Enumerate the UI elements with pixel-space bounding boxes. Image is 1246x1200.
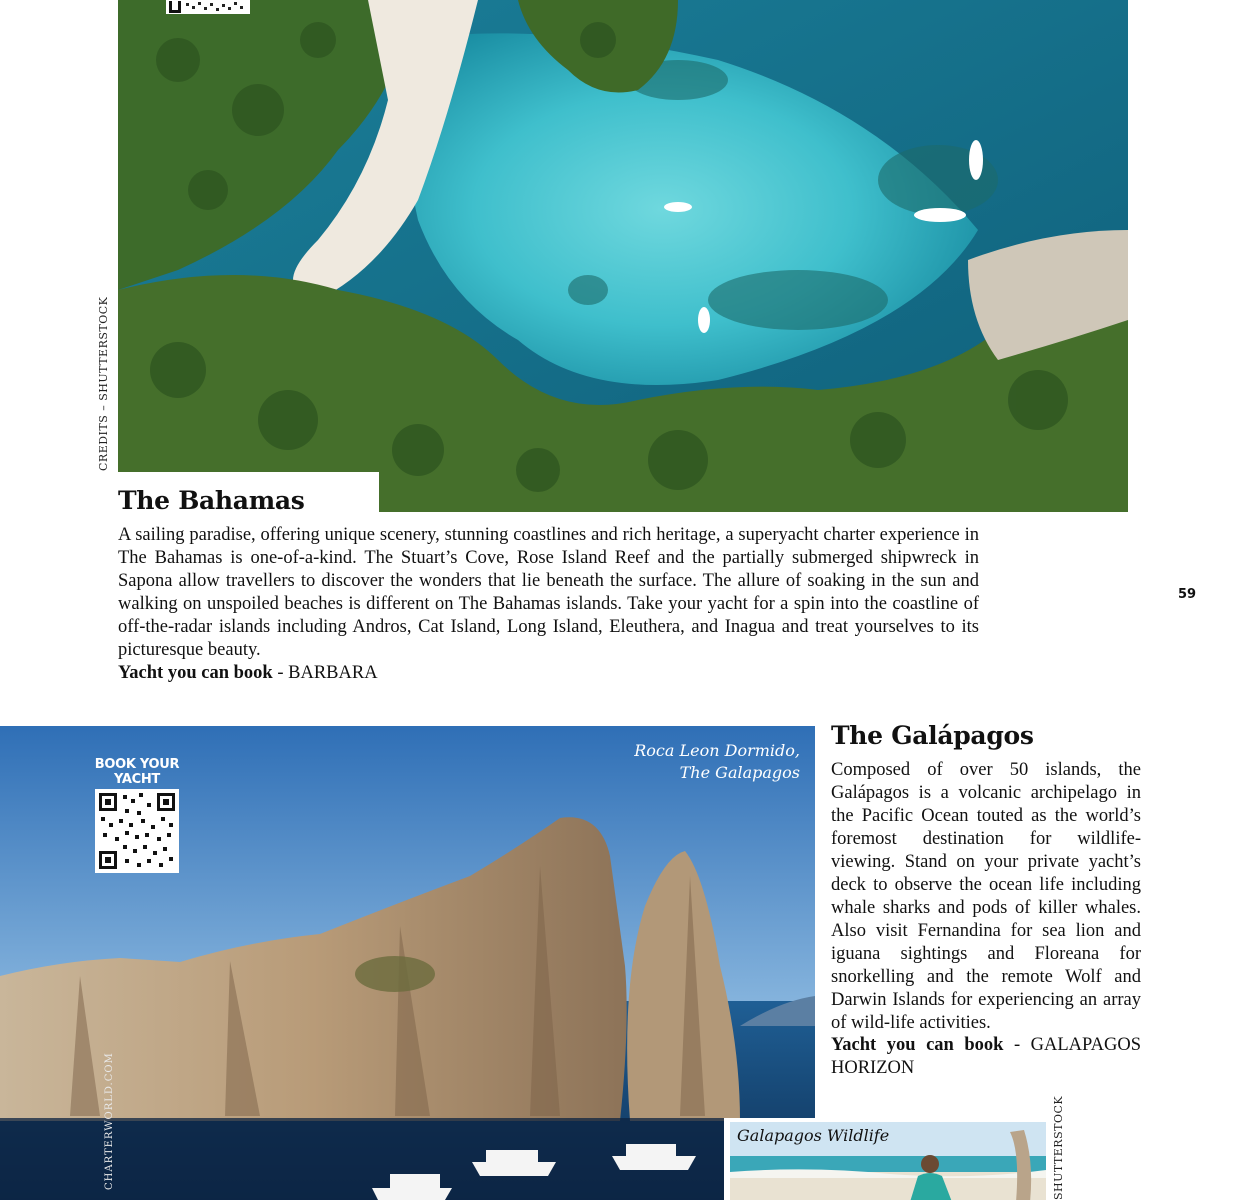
- bahamas-yacht-name[interactable]: - BARBARA: [272, 663, 378, 683]
- wildlife-photo-credit: SHUTTERSTOCK: [1052, 1095, 1065, 1200]
- bahamas-yacht-line: [118, 662, 718, 685]
- bahamas-yacht-label: Yacht you can book: [118, 663, 273, 683]
- bahamas-body-text: A sailing paradise, offering unique scenery, stunning coastlines and rich heritage, a superyacht charter experience in The Bahamas is one-of-a-kind. The Stuart’s Cove, Rose Island Reef and the partially submerged shipwreck in Sapona allow travellers to discover the wonders that lie beneath the surface. The allure of soaking in the sun and walking on unspoiled beaches is different on The Bahamas islands. Take your yacht for a spin into the coastline of off-the-radar islands including Andros, Cat Island, Long Island, Eleuthera, and Inagua and treat yourselves to its picturesque beauty.: [118, 525, 979, 660]
- galapagos-yacht-label: Yacht you can book: [831, 1035, 1004, 1055]
- book-your-yacht-label: BOOK YOUR YACHT: [94, 757, 180, 787]
- galapagos-caption-line1: Roca Leon Dormido,: [634, 741, 800, 760]
- galapagos-yacht-line: [831, 1034, 1141, 1080]
- galapagos-body-text: Composed of over 50 islands, the Galápagos is a volcanic archipelago in the Pacific Ocean touted as the world’s foremost destination for wildlife-viewing. Stand on your private yacht’s deck to observe the ocean life including whale sharks and pods of killer whales. Also visit Fernandina for sea lion and iguana sightings and Floreana for snorkelling and the remote Wolf and Darwin Islands for experiencing an array of wild-life activities.: [831, 760, 1141, 1033]
- galapagos-yacht-name[interactable]: - GALAPAGOS HORIZON: [831, 1035, 1141, 1078]
- page-number: 59: [1178, 587, 1197, 602]
- galapagos-title: The Galápagos: [831, 721, 1034, 750]
- galapagos-photo-credit: CHARTERWORLD.COM: [104, 1052, 115, 1190]
- bahamas-qr-code[interactable]: [166, 0, 250, 14]
- galapagos-caption-line2: The Galapagos: [679, 763, 800, 782]
- bahamas-photo-credit: CREDITS – SHUTTERSTOCK: [97, 296, 110, 471]
- galapagos-photo-caption: [560, 740, 800, 784]
- bahamas-title: The Bahamas: [118, 486, 305, 515]
- wildlife-photo-caption: Galapagos Wildlife: [737, 1126, 890, 1145]
- bahamas-aerial-photo: [118, 0, 1128, 512]
- galapagos-qr-code[interactable]: [95, 789, 179, 873]
